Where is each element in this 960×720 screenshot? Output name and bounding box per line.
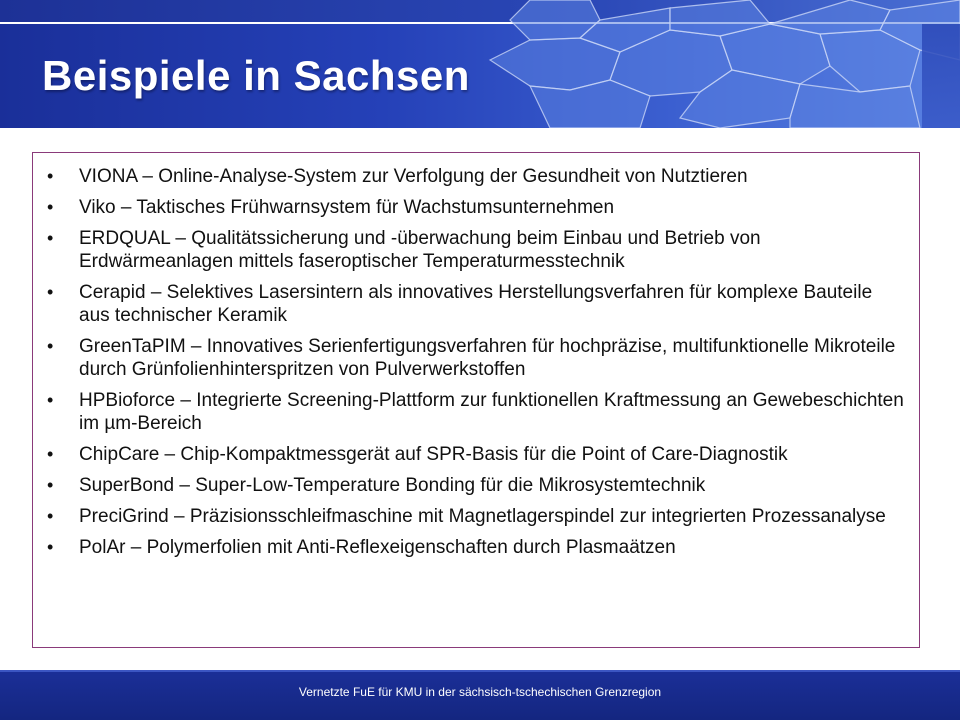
list-item-text: GreenTaPIM – Innovatives Serienfertigungsverfahren für hochpräzise, multifunktionelle Mikroteile durch Grünfolienhinterspritzen von Pulverwerkstoffen — [79, 336, 896, 380]
bullet-marker: • — [47, 166, 54, 186]
list-item — [47, 335, 907, 381]
bullet-list — [47, 165, 907, 567]
list-item — [47, 196, 907, 219]
list-item — [47, 165, 907, 188]
bullet-marker: • — [47, 282, 54, 302]
header-banner — [0, 0, 960, 128]
list-item — [47, 389, 907, 435]
list-item-text: ChipCare – Chip-Kompaktmessgerät auf SPR-Basis für die Point of Care-Diagnostik — [79, 444, 788, 465]
list-item-text: PreciGrind – Präzisionsschleifmaschine mit Magnetlagerspindel zur integrierten Prozessanalyse — [79, 506, 886, 527]
bullet-marker: • — [47, 336, 54, 356]
list-item-text: Viko – Taktisches Frühwarnsystem für Wachstumsunternehmen — [79, 197, 615, 218]
bullet-marker: • — [47, 537, 54, 557]
page-title: Beispiele in Sachsen — [42, 52, 470, 99]
list-item-text: Cerapid – Selektives Lasersintern als innovatives Herstellungsverfahren für komplexe Bauteile aus technischer Keramik — [79, 282, 873, 326]
bullet-marker: • — [47, 475, 54, 495]
list-item-text: PolAr – Polymerfolien mit Anti-Reflexeigenschaften durch Plasmaätzen — [79, 537, 676, 558]
bullet-marker: • — [47, 228, 54, 248]
bullet-marker: • — [47, 390, 54, 410]
list-item-text: SuperBond – Super-Low-Temperature Bonding für die Mikrosystemtechnik — [79, 475, 706, 496]
list-item — [47, 227, 907, 273]
footer-text: Vernetzte FuE für KMU in der sächsisch-tschechischen Grenzregion — [298, 685, 662, 699]
list-item-text: VIONA – Online-Analyse-System zur Verfolgung der Gesundheit von Nutztieren — [79, 166, 748, 187]
bullet-marker: • — [47, 197, 54, 217]
list-item-text: ERDQUAL – Qualitätssicherung und -überwachung beim Einbau und Betrieb von Erdwärmeanlagen mittels faseroptischer Temperaturmesstechnik — [79, 228, 761, 272]
list-item — [47, 505, 907, 528]
list-item — [47, 474, 907, 497]
europe-map-icon — [470, 0, 960, 128]
content-box — [32, 152, 920, 648]
footer-divider-line — [0, 670, 960, 672]
list-item — [47, 443, 907, 466]
bullet-marker: • — [47, 506, 54, 526]
list-item-text: HPBioforce – Integrierte Screening-Plattform zur funktionellen Kraftmessung an Gewebeschichten im µm-Bereich — [79, 390, 904, 434]
list-item — [47, 536, 907, 559]
bullet-marker: • — [47, 444, 54, 464]
list-item — [47, 281, 907, 327]
header-right-bar — [922, 24, 960, 128]
